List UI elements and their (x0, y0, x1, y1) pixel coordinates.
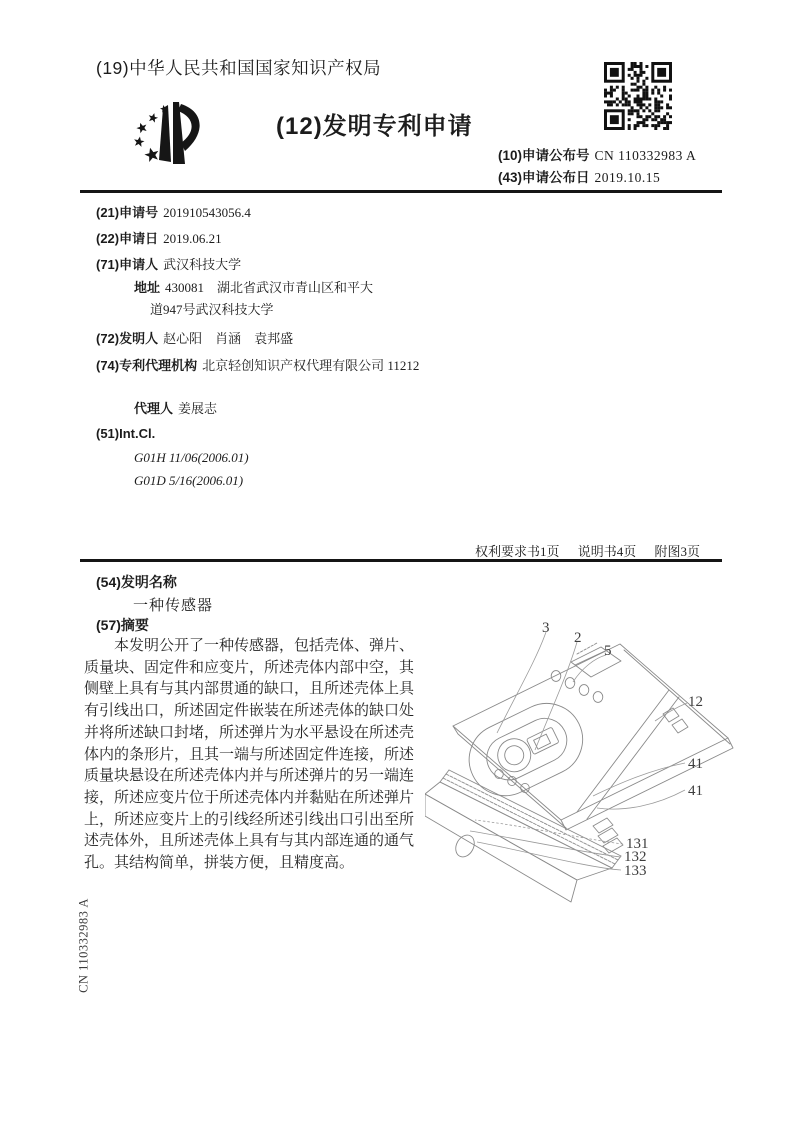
ref-label: 131 (626, 836, 649, 852)
application-date-label: (22)申请日 (96, 231, 159, 246)
section-divider (80, 559, 722, 562)
issuing-office-line: (19)中华人民共和国国家知识产权局 (96, 58, 382, 78)
publication-date-line (498, 168, 660, 188)
application-number-value: 201910543056.4 (163, 205, 251, 220)
agent-value: 姜展志 (178, 401, 218, 416)
agent-label: 代理人 (134, 401, 174, 416)
abstract-text: 本发明公开了一种传感器，包括壳体、弹片、质量块、固定件和应变片，所述壳体内部中空，其侧壁上具有与其内部贯通的缺口，且所述壳体上具有引线出口，所述固定件嵌装在所述壳体的缺口处并将所述缺口封堵，所述弹片为水平悬设在所述壳体内的条形片，且其一端与所述固定件连接，所述质量块悬设在所述壳体内并与所述弹片的另一端连接，所述应变片位于所述壳体内并黏贴在所述弹片上，所述应变片上的引线经所述引线出口引出至所述壳体外，且所述壳体上具有与其内部连通的通气孔。其结构简单，拼装方便，且精度高。 (84, 638, 415, 872)
publication-number-value: CN 110332983 A (594, 148, 697, 163)
field-applicant (96, 255, 241, 275)
page-count-line (400, 541, 700, 560)
document-type-title: (12)发明专利申请 (276, 113, 473, 140)
header-divider (80, 190, 722, 193)
applicant-value: 武汉科技大学 (163, 257, 242, 272)
ref-label: 12 (688, 694, 703, 710)
intcl-entry: G01D 5/16(2006.01) (134, 473, 244, 488)
agency-value: 北京轻创知识产权代理有限公司 11212 (202, 358, 420, 373)
publication-date-label: (43)申请公布日 (498, 170, 590, 185)
field-agent (134, 399, 217, 419)
ref-label: 41 (688, 783, 703, 799)
address-value: 430081 湖北省武汉市青山区和平大道947号武汉科技大学 (150, 280, 374, 317)
ref-label: 2 (574, 630, 582, 646)
drawings-pages: 附图3页 (654, 544, 700, 559)
ref-label: 5 (604, 643, 612, 659)
publication-number-label: (10)申请公布号 (498, 148, 590, 163)
inventors-label: (72)发明人 (96, 331, 159, 346)
address-label: 地址 (134, 280, 161, 295)
side-publication-number: CN 110332983 A (76, 898, 91, 993)
application-number-label: (21)申请号 (96, 205, 159, 220)
cnipa-logo (126, 96, 218, 176)
claims-pages: 权利要求书1页 (474, 544, 560, 559)
ref-label: 3 (542, 620, 550, 636)
description-pages: 说明书4页 (577, 544, 637, 559)
figure-ref-labels (542, 620, 703, 879)
applicant-label: (71)申请人 (96, 257, 159, 272)
field-application-number (96, 203, 251, 223)
abstract-label: (57)摘要 (96, 617, 149, 633)
publication-number-line (498, 146, 696, 166)
field-agency (96, 355, 488, 377)
patent-figure (425, 598, 770, 908)
field-inventors (96, 329, 293, 349)
field-address (134, 277, 376, 321)
application-date-value: 2019.06.21 (163, 231, 222, 246)
invention-title: 一种传感器 (133, 598, 214, 614)
intcl-entry: G01H 11/06(2006.01) (134, 450, 249, 465)
logo-spires (159, 102, 200, 164)
qr-code (604, 62, 672, 130)
ref-label: 132 (624, 849, 647, 865)
field-application-date (96, 229, 222, 249)
invention-title-label: (54)发明名称 (96, 574, 177, 590)
ref-label: 41 (688, 756, 703, 772)
agency-label: (74)专利代理机构 (96, 358, 198, 373)
inventors-value: 赵心阳 肖涵 袁邦盛 (163, 331, 294, 346)
publication-date-value: 2019.10.15 (594, 170, 661, 185)
intcl-label: (51)Int.Cl. (96, 426, 156, 441)
ref-label: 133 (624, 863, 647, 879)
